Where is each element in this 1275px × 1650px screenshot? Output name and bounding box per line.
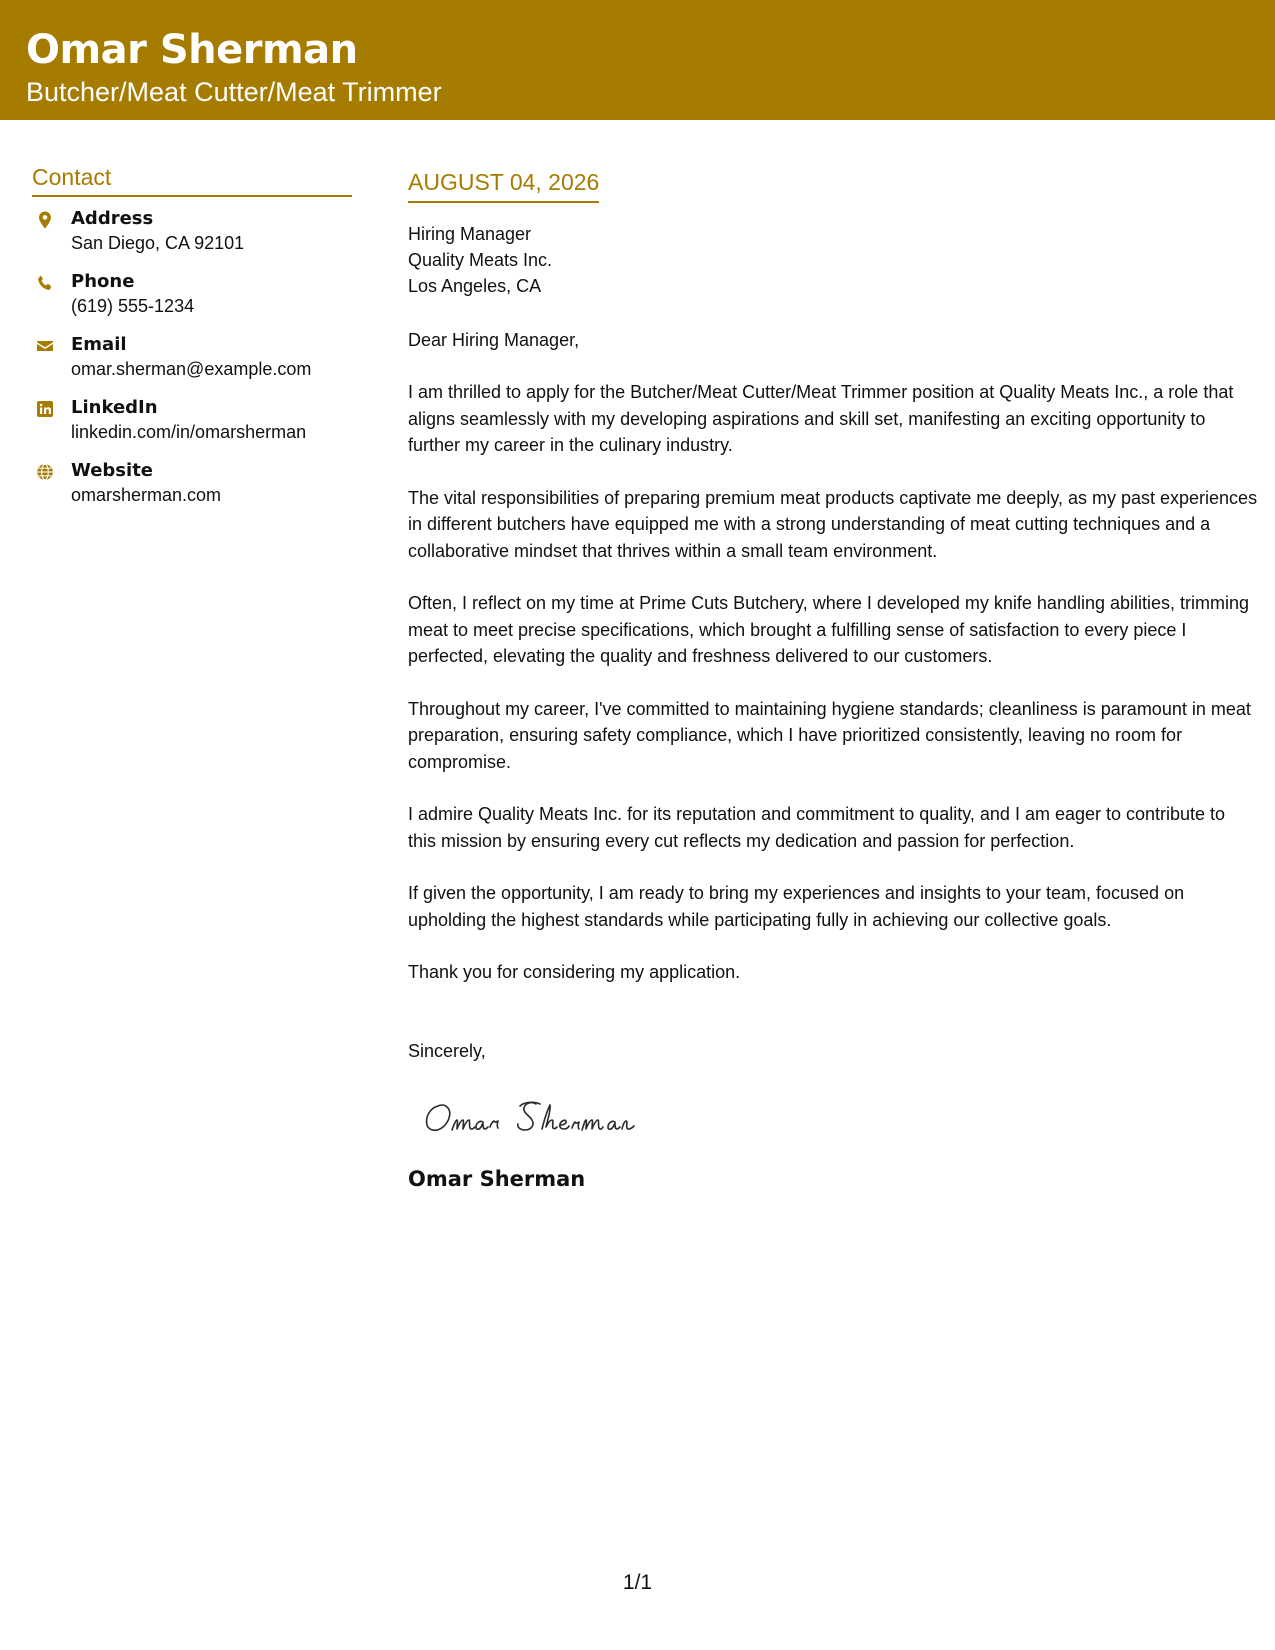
page-number: 1/1 xyxy=(622,1571,653,1594)
letter-date: AUGUST 04, 2026 xyxy=(408,168,599,203)
applicant-name: Omar Sherman xyxy=(26,27,358,73)
map-pin-icon xyxy=(35,210,55,230)
contact-email xyxy=(32,333,352,396)
contact-phone xyxy=(32,270,352,333)
recipient-line: Los Angeles, CA xyxy=(408,276,542,296)
letter-paragraph: The vital responsibilities of preparing premium meat products captivate me deeply, as my past experiences in different butchers have equipped me with a strong understanding of meat cutting techniques and a collaborative mindset that thrives within a small team environment. xyxy=(408,487,1258,561)
letter-paragraph: I admire Quality Meats Inc. for its reputation and commitment to quality, and I am eager to contribute to this mission by ensuring every cut reflects my dedication and passion for perfection. xyxy=(408,804,1226,851)
contact-value: omarsherman.com xyxy=(71,485,222,505)
handwritten-signature xyxy=(416,1092,676,1142)
closing: Sincerely, xyxy=(408,1040,486,1061)
contact-website xyxy=(32,459,352,522)
contact-label: Phone xyxy=(71,271,135,292)
letter-body xyxy=(408,168,1258,1192)
contact-value: (619) 555-1234 xyxy=(71,296,195,316)
letter-paragraph: Throughout my career, I've committed to maintaining hygiene standards; cleanliness is paramount in meat preparation, ensuring safety compliance, which I have prioritized consistently, leaving no room for compromise. xyxy=(408,698,1251,772)
contact-value: omar.sherman@example.com xyxy=(71,359,312,379)
contact-sidebar xyxy=(32,163,352,522)
contact-heading: Contact xyxy=(32,163,352,197)
signer-name: Omar Sherman xyxy=(408,1166,586,1191)
contact-linkedin xyxy=(32,396,352,459)
contact-label: Email xyxy=(71,334,127,355)
letter-paragraph: I am thrilled to apply for the Butcher/Meat Cutter/Meat Trimmer position at Quality Meats Inc., a role that aligns seamlessly with my developing aspirations and skill set, manifesting an exciting opportunity to further my career in the culinary industry. xyxy=(408,382,1234,455)
globe-icon xyxy=(35,462,55,482)
linkedin-icon xyxy=(35,399,55,419)
recipient-block xyxy=(408,221,1258,299)
contact-label: Website xyxy=(71,460,154,481)
job-title: Butcher/Meat Cutter/Meat Trimmer xyxy=(26,77,442,107)
contact-label: LinkedIn xyxy=(71,397,158,418)
contact-label: Address xyxy=(71,208,154,229)
salutation: Dear Hiring Manager, xyxy=(408,330,580,350)
recipient-line: Quality Meats Inc. xyxy=(408,250,553,270)
letter-paragraph: Often, I reflect on my time at Prime Cuts Butchery, where I developed my knife handling abilities, trimming meat to meet precise specifications, which brought a fulfilling sense of satisfaction to every piece I perfected, elevating the quality and freshness delivered to our customers. xyxy=(408,593,1250,666)
recipient-line: Hiring Manager xyxy=(408,224,532,244)
envelope-icon xyxy=(35,336,55,356)
phone-icon xyxy=(35,273,55,293)
header-banner xyxy=(0,0,1275,120)
contact-value: linkedin.com/in/omarsherman xyxy=(71,422,307,442)
contact-address xyxy=(32,207,352,270)
letter-paragraph: If given the opportunity, I am ready to bring my experiences and insights to your team, focused on upholding the highest standards while participating fully in achieving our collective goals. xyxy=(408,883,1185,930)
letter-paragraph: Thank you for considering my application. xyxy=(408,962,741,982)
contact-value: San Diego, CA 92101 xyxy=(71,233,245,253)
contact-list xyxy=(32,207,352,522)
